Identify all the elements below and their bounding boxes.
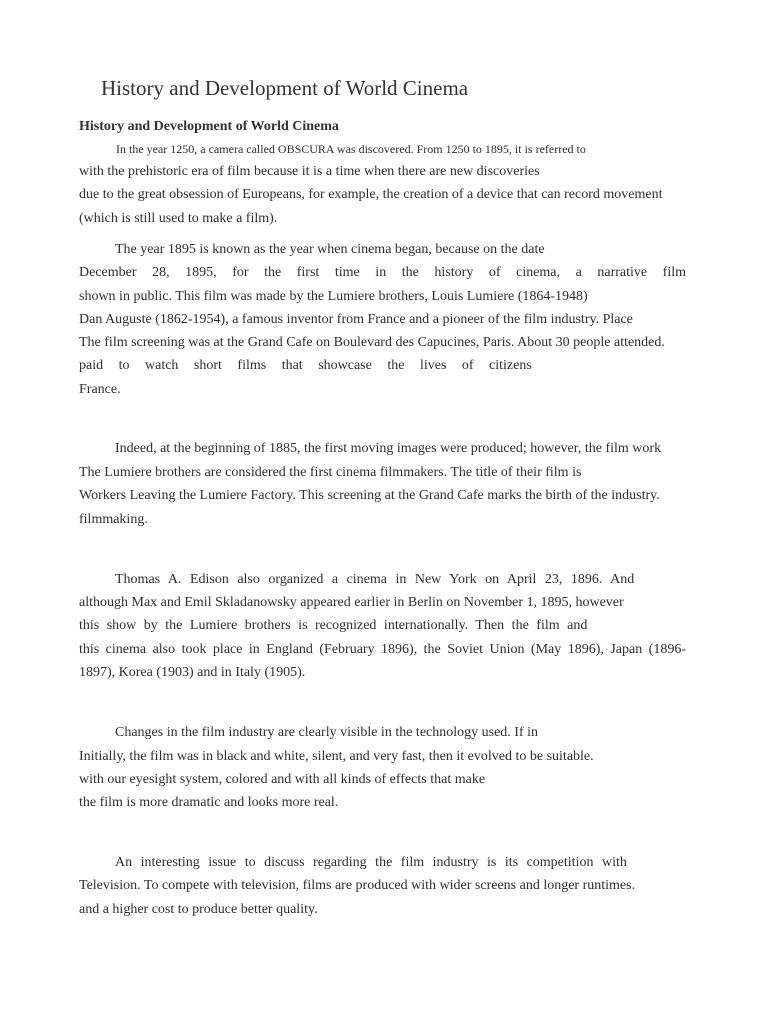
text-line-content: Thomas A. Edison also organized a cinema in New York on April 23, 1896. And: [115, 572, 635, 587]
text-line: [79, 724, 538, 742]
text-line: with the prehistoric era of film because it is a time when there are new discoveries: [79, 164, 540, 179]
text-line: The film screening was at the Grand Cafe on Boulevard des Capucines, Paris. About 30 people attended.: [79, 335, 665, 350]
text-line: 1897), Korea (1903) and in Italy (1905).: [79, 665, 306, 680]
text-line-content: The year 1895 is known as the year when cinema began, because on the date: [115, 242, 545, 257]
text-line: Dan Auguste (1862-1954), a famous inventor from France and a pioneer of the film industry. Place: [79, 312, 633, 327]
text-line: [79, 854, 627, 872]
text-line: France.: [79, 382, 121, 397]
text-line: paid to watch short films that showcase the lives of citizens: [79, 358, 532, 373]
text-line: [79, 571, 634, 589]
document-title: History and Development of World Cinema: [101, 76, 469, 100]
text-line: [79, 140, 586, 158]
document-subtitle: History and Development of World Cinema: [79, 119, 339, 134]
text-line: this show by the Lumiere brothers is recognized internationally. Then the film and: [79, 618, 588, 633]
text-line: (which is still used to make a film).: [79, 211, 278, 226]
text-line: with our eyesight system, colored and with all kinds of effects that make: [79, 772, 486, 787]
text-line: December 28, 1895, for the first time in the history of cinema, a narrative film: [79, 265, 686, 280]
text-line: [79, 241, 545, 259]
text-line: filmmaking.: [79, 512, 148, 527]
text-line: Workers Leaving the Lumiere Factory. This screening at the Grand Cafe marks the birth of the industry.: [79, 488, 660, 503]
text-line: The Lumiere brothers are considered the first cinema filmmakers. The title of their film is: [79, 465, 582, 480]
text-line-content: An interesting issue to discuss regarding the film industry is its competition with: [115, 855, 627, 870]
text-line: the film is more dramatic and looks more real.: [79, 795, 339, 810]
text-line-content: Changes in the film industry are clearly visible in the technology used. If in: [115, 725, 539, 740]
text-line-content: In the year 1250, a camera called OBSCURA was discovered. From 1250 to 1895, it is referred to: [116, 142, 586, 156]
text-line: shown in public. This film was made by the Lumiere brothers, Louis Lumiere (1864-1948): [79, 289, 588, 304]
text-line: this cinema also took place in England (February 1896), the Soviet Union (May 1896), Japan (1896-: [79, 642, 686, 657]
text-line: due to the great obsession of Europeans, for example, the creation of a device that can record movement: [79, 187, 663, 202]
text-line: Television. To compete with television, films are produced with wider screens and longer runtimes.: [79, 878, 636, 893]
text-line-content: Indeed, at the beginning of 1885, the first moving images were produced; however, the film work: [115, 441, 662, 456]
text-line: and a higher cost to produce better quality.: [79, 902, 318, 917]
text-line: although Max and Emil Skladanowsky appeared earlier in Berlin on November 1, 1895, however: [79, 595, 624, 610]
text-line: [79, 440, 661, 458]
text-line: Initially, the film was in black and white, silent, and very fast, then it evolved to be suitable.: [79, 749, 594, 764]
